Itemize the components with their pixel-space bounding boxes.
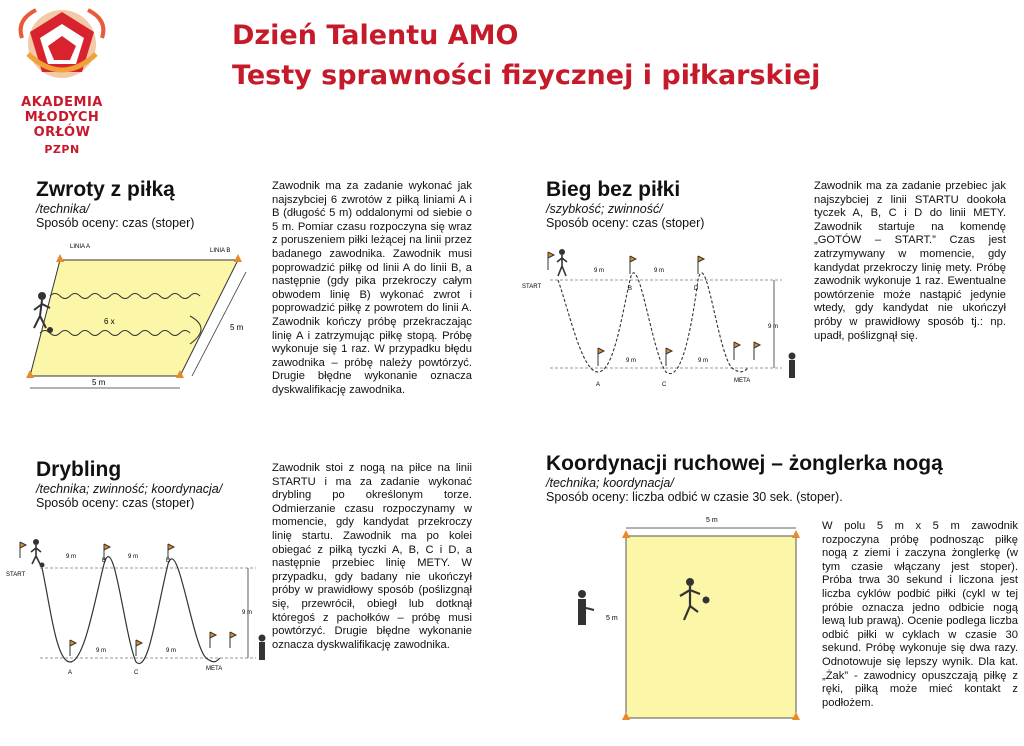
label-dist-3: 9 m xyxy=(626,358,637,364)
flag-icon xyxy=(136,640,142,656)
section-scoring: Sposób oceny: czas (stoper) xyxy=(546,216,705,230)
label-d: D xyxy=(694,286,699,292)
label-dist-1: 9 m xyxy=(594,268,605,274)
amo-logo-emblem xyxy=(2,2,122,84)
label-side: 9 m xyxy=(768,324,779,330)
flag-icon xyxy=(70,640,76,656)
label-reps: 6 x xyxy=(104,317,115,326)
flag-icon xyxy=(734,342,740,360)
label-line-b: LINIA B xyxy=(210,248,231,254)
amo-logo xyxy=(2,2,122,156)
section-category: /technika; zwinność; koordynacja/ xyxy=(36,482,223,496)
section-title: Drybling xyxy=(36,458,122,481)
label-c: C xyxy=(134,670,139,676)
label-a: A xyxy=(68,670,73,676)
flag-icon xyxy=(666,348,672,366)
label-meta: META xyxy=(206,666,223,672)
label-start: START xyxy=(6,572,26,578)
flag-icon xyxy=(598,348,604,366)
section-koord xyxy=(546,452,1006,504)
page-title: Dzień Talentu AMO xyxy=(232,20,519,51)
label-dist-4: 9 m xyxy=(698,358,709,364)
run-path xyxy=(558,273,748,374)
zwroty-diagram xyxy=(10,238,265,398)
dribble-path xyxy=(42,557,220,664)
section-scoring: Sposób oceny: liczba odbić w czasie 30 sek. (stoper). xyxy=(546,490,843,504)
label-b: B xyxy=(102,558,107,564)
section-scoring: Sposób oceny: czas (stoper) xyxy=(36,496,195,510)
drybling-diagram xyxy=(6,534,270,682)
label-c: C xyxy=(662,382,667,388)
flag-icon xyxy=(754,342,760,360)
section-drybling xyxy=(36,458,266,510)
label-bottom: 5 m xyxy=(92,378,106,387)
section-category: /szybkość; zwinność/ xyxy=(546,202,663,216)
section-zwroty xyxy=(36,178,266,230)
flag-icon xyxy=(230,632,236,648)
cone-icon xyxy=(234,254,242,262)
label-d: D xyxy=(166,558,171,564)
logo-line3: PZPN xyxy=(44,143,80,156)
label-b: B xyxy=(628,286,633,292)
section-category: /technika; koordynacja/ xyxy=(546,476,674,490)
timekeeper-icon xyxy=(789,353,796,379)
section-title: Bieg bez piłki xyxy=(546,178,681,201)
logo-line1: AKADEMIA xyxy=(21,95,103,110)
flag-icon xyxy=(20,542,26,558)
section-scoring: Sposób oceny: czas (stoper) xyxy=(36,216,195,230)
cone-icon xyxy=(622,530,630,538)
label-line-a: LINIA A xyxy=(70,244,91,250)
field-area xyxy=(626,536,796,718)
label-meta: META xyxy=(734,378,751,384)
cone-icon xyxy=(56,254,64,262)
flag-icon xyxy=(548,252,554,270)
cone-icon xyxy=(792,530,800,538)
player-icon xyxy=(31,539,45,568)
label-dist-4: 9 m xyxy=(166,648,177,654)
flag-icon xyxy=(630,256,636,274)
section-title: Koordynacji ruchowej – żonglerka nogą xyxy=(546,452,943,475)
bieg-diagram xyxy=(522,244,806,392)
zwroty-description: Zawodnik ma za zadanie wykonać jak najszybciej 6 zwrotów z piłką liniami A i B (długość 5 m) oddalonymi od siebie o 5 m. Pomiar czasu rozpoczyna się wraz z poruszeniem piłki leżącej na linii przez badanego zawodnika. Zawodnik musi poprowadzić piłkę od linii A do linii B, a następnie (gdy pika przekroczy całym obwodem linię B) wykonać zwrot i poprowadzić piłkę z powrotem do linii A. Zawodnik kończy próbę przekraczając linię A i zatrzymując piłkę stopą. Próbę wykonuje się 1 raz. W przypadku błędu zawodnika – próbę należy powtórzyć. Drugie błędne wykonanie oznacza dyskwalifikację zawodnika. xyxy=(272,180,472,396)
logo-line2: MŁODYCH ORŁÓW xyxy=(24,110,100,140)
koord-description: W polu 5 m x 5 m zawodnik rozpoczyna próbę podnosząc piłkę nogą z ziemi i zaczyna żonglerkę (w tym czasie włączany jest stoper). Próba trwa 30 sekund i liczona jest liczba cyklów podbić piłki (cykl w tej próbie oznacza jedno odbicie nogą lewą lub prawą). Ocenie podlega liczba odbić piłki w cyklach w czasie 30 sekund. Próbę wykonuje się dwa razy. Odnotowuje się lepszy wynik. Dla kat. „Żak” - zawodnicy opuszczają piłkę z ręki, piłką może mieć kontakt z podłożem. xyxy=(822,520,1018,709)
flag-icon xyxy=(698,256,704,274)
label-dist-2: 9 m xyxy=(128,554,139,560)
page-subtitle: Testy sprawności fizycznej i piłkarskiej xyxy=(232,60,821,91)
label-side: 5 m xyxy=(230,323,244,332)
flag-icon xyxy=(210,632,216,648)
label-side: 9 m xyxy=(242,610,253,616)
timekeeper-icon xyxy=(578,590,594,625)
field-area xyxy=(30,260,238,376)
label-top: 5 m xyxy=(706,517,718,524)
label-side: 5 m xyxy=(606,615,618,622)
label-a: A xyxy=(596,382,601,388)
label-dist-2: 9 m xyxy=(654,268,665,274)
koord-diagram xyxy=(566,514,816,726)
label-dist-3: 9 m xyxy=(96,648,107,654)
bieg-description: Zawodnik ma za zadanie przebiec jak najszybciej z linii STARTU dookoła tyczek A, B, C i D do linii METY. Zawodnik startuje na komendę „GOTÓW – START.” Czas jest zatrzymywany w momencie, gdy kandydat przekroczy linię mety. Próbę zawodnik wykonuje 1 raz. Ewentualne powtórzenie może nastąpić jedynie wtedy, gdy kandydat nie ukończył próby w prawidłowy sposób tj.: np. upadł, poślizgnął się. xyxy=(814,180,1006,342)
label-dist-1: 9 m xyxy=(66,554,77,560)
section-bieg xyxy=(546,178,786,230)
drybling-description: Zawodnik stoi z nogą na piłce na linii STARTU i ma za zadanie wykonać drybling po określonym torze. Odmierzanie czasu rozpoczynamy w momencie, gdy kandydat przekroczy linię startu. Zawodnik ma po kolei obiegać z piłką tyczki A, B, C i D, a następnie przebiec linię METY. W przypadku, gdy badany nie ukończył próby w prawidłowy sposób (poślizgnął się, przewrócił, obiegł lub dotknął któregoś z pachołków – próbę musi powtórzyć. Drugie błędne wykonanie oznacza dyskwalifikację zawodnika. xyxy=(272,462,472,651)
player-icon xyxy=(557,249,567,276)
section-category: /technika/ xyxy=(36,202,90,216)
label-start: START xyxy=(522,284,542,290)
timekeeper-icon xyxy=(259,635,266,661)
section-title: Zwroty z piłką xyxy=(36,178,175,201)
